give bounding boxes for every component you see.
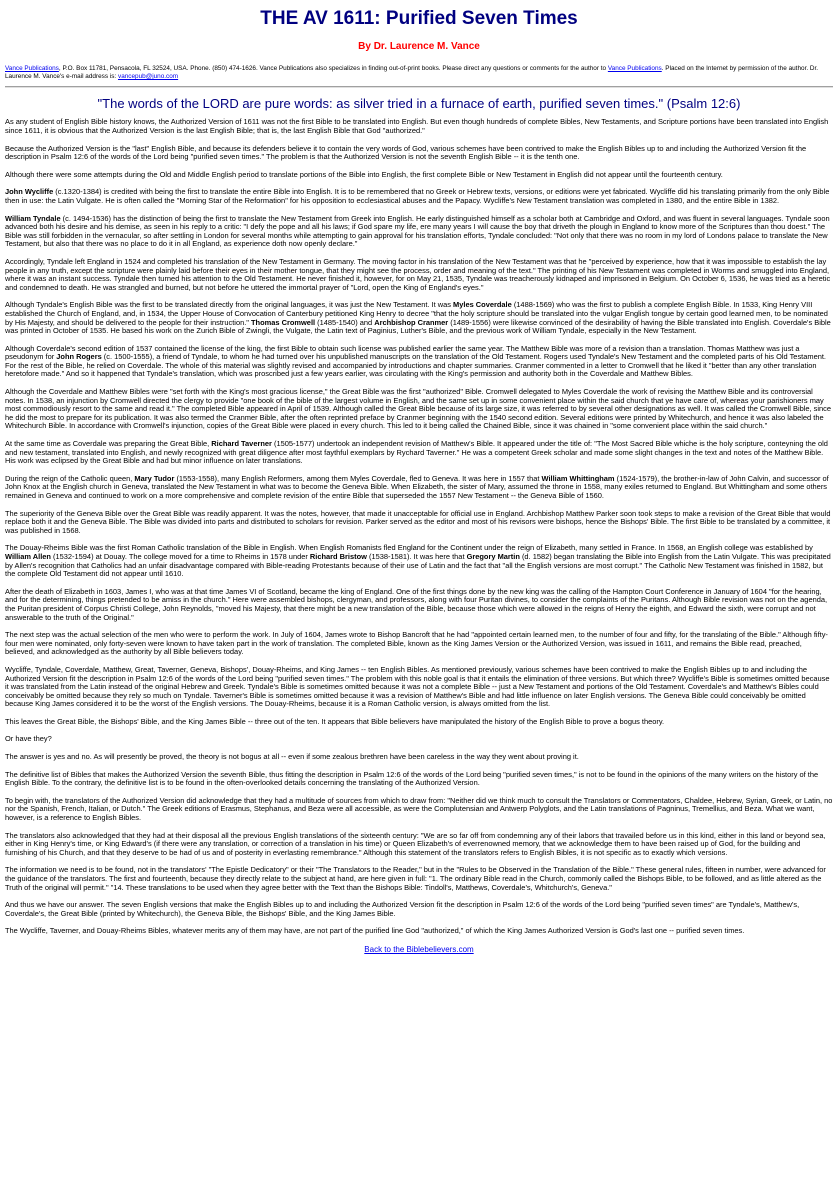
paragraph-text: (c.1320-1384) is credited with being the first to translate the entire Bible into English. It is to be remembered that no Greek or Hebrew texts, versions, or editions were yet fabricated. Wycliffe did his translating primarily from the only Bible then in use: the Latin Vulgate. He is often called the "Morning Star of the Reformation" for his opposition to ecclesiastical abuses and the Papacy. Wycliffe's New Testament translation was completed in 1380, and the entire Bible in 1382.	[5, 187, 830, 205]
person-name: William Tyndale	[5, 213, 61, 223]
paragraph-text: (1505-1577) undertook an independent revision of Matthew's Bible. It appeared under the title of: "The Most Sacred Bible whiche is the holy scripture, conteyning the old and new testament, translated into English, and newly recognized with great diligence after most faythful exemplars by Rychard Taverner." He was a competent Greek scholar and made some slight changes in the text and notes of the Matthew Bible. His work was eclipsed by the Great Bible and had but minor influence on later translations.	[5, 439, 828, 466]
person-name: Mary Tudor	[134, 473, 175, 483]
paragraph-text: (1538-1581). It was here that	[366, 551, 467, 561]
paragraph: Accordingly, Tyndale left England in 1524 and completed his translation of the New Testament in Germany. The moving factor in his translation of the New Testament was that he "perceived by experience, how that it was impossible to establish the lay people in any truth, except the scripture were plainly laid before their eyes in their mother tongue, that they might see the process, order and meaning of the text." The printing of his New Testament was completed in Worms and smuggled into England, where it was an instant success. Tyndale then turned his attention to the Old Testament. He never finished it, however, for on May 21, 1535, Tyndale was treacherously kidnaped and imprisoned in Belgium. On October 6, 1536, he was tried as a heretic and condemned to death. He was strangled and burned, but not before he uttered the immortal prayer of "Lord, open the King of England's eyes."	[5, 256, 831, 292]
paragraph	[5, 301, 833, 335]
person-name: Thomas Cromwell	[251, 317, 316, 327]
paragraph-text: (1553-1558), many English Reformers, among them Myles Coverdale, fled to Geneva. It was here in 1557 that	[174, 473, 542, 483]
paragraph: The translators also acknowledged that they had at their disposal all the previous English translations of the sixteenth century: "We are so far off from condemning any of their labors that travailed before us in this kind, either in this land or beyond sea, either in King Henry's time, or King Edward's (if there were any translation, or correction of a translation in his time) or Queen Elizabeth's of everrenowned memory, that we acknowledge them to have been raised up of God, for the building and furnishing of his Church, and that they deserve to be had of us and of posterity in everlasting remembrance." Although this statement of the translators refers to English Bibles, it is not specific as to exactly which versions.	[5, 830, 826, 857]
scripture-quote: "The words of the LORD are pure words: as silver tried in a furnace of earth, purified seven times." (Psalm 12:6)	[97, 96, 741, 112]
paragraph-text: (1485-1540) and	[315, 317, 375, 327]
paragraph	[5, 215, 833, 249]
paragraph: The Wycliffe, Taverner, and Douay-Rheims Bibles, whatever merits any of them may have, are not part of the purified line God "authorized," of which the King James Authorized Version is God's last one -- purified seven times.	[5, 926, 745, 936]
email-link[interactable]: vancepub@juno.com	[118, 73, 179, 81]
paragraph: To begin with, the translators of the Authorized Version did acknowledge that they had a multitude of sources from which to draw from: "Neither did we think much to consult the Translators or Commentators, Chaldee, Hebrew, Syrian, Greek, or Latin, no nor the Spanish, French, Italian, or Dutch." The Greek editions of Erasmus, Stephanus, and Beza were all accessible, as were the Complutensian and Antwerp Polyglots, and the Latin translations of Pagninus, Tremellius, and Beza. What we want, however, is a reference to English Bibles.	[5, 795, 833, 823]
person-name: John Wycliffe	[5, 187, 54, 197]
paragraph: This leaves the Great Bible, the Bishops' Bible, and the King James Bible -- three out of the ten. It appears that Bible believers have manipulated the history of the English Bible to prove a bogus theory.	[5, 716, 665, 726]
paragraph: Although there were some attempts during the Old and Middle English period to translate portions of the Bible into English, the first complete Bible or New Testament in English did not appear until the fourteenth century.	[5, 169, 723, 179]
paragraph: The answer is yes and no. As will presently be proved, the theory is not bogus at all -- even if some zealous brethren have been careless in the way they went about proving it.	[5, 752, 579, 762]
paragraph: After the death of Elizabeth in 1603, James I, who was at that time James VI of Scotland, became the king of England. One of the first things done by the new king was the calling of the Hampton Court Conference in January of 1604 "for the hearing, and for the determining, things pretended to be amiss in the church." Here were assembled bishops, clergyman, and professors, along with four Puritan divines, to consider the complaints of the Puritans. Although Bible revision was not on the agenda, the Puritan president of Corpus Christi College, John Reynolds, "moved his Majesty, that there might be a new translation of the Bible, because those which were allowed in the reigns of Henry the eighth, and Edward the sixth, were corrupt and not answerable to the truth of the Original."	[5, 586, 828, 622]
paragraph: Wycliffe, Tyndale, Coverdale, Matthew, Great, Taverner, Geneva, Bishops', Douay-Rheims, and King James -- ten English Bibles. As mentioned previously, various schemes have been contrived to make the English Bibles up to and including the Authorized Version fit the description in Psalm 12:6 of the words of the Lord being "purified seven times." The problem with this noble goal is that it entails the elimination of three versions. But which three? Wycliffe's Bible is sometimes omitted because it was translated from the Latin instead of the original Hebrew and Greek. Tyndale's Bible is sometimes omitted because it was not a complete Bible -- just a New Testament and portions of the Old Testament. Coverdale's and Matthew's Bibles could conceivably be omitted because they rely so much on Tyndale. Taverner's Bible is sometimes omitted because it was a revision of Matthew's Bible and had little influence on later English versions. The Geneva Bible could conceivably be omitted because King James considered it to be the worst of the English versions. The Douay-Rheims, because it is a Roman Catholic version, is always omitted from the list.	[5, 664, 830, 709]
footer	[5, 945, 833, 955]
paragraph: The next step was the actual selection of the men who were to perform the work. In July of 1604, James wrote to Bishop Bancroft that he had "appointed certain learned men, to the number of four and fifty, for the translating of the Bible." Although fifty-four men were nominated, only forty-seven were known to have taken part in the work of translation. The completed Bible, known as the King James Version or the Authorized Version, was issued in 1611, and remains the Bible read, preached, believed, and acknowledged as the authority by all Bible believers today.	[5, 630, 828, 657]
author-byline: By Dr. Laurence M. Vance	[358, 41, 480, 52]
permission-text: . Placed on the Internet by permission of the author. Dr. Laurence M. Vance's e-mail address is:	[5, 65, 819, 81]
paragraph-text: (1489-1556) were likewise convinced of the desirability of having the Bible translated into English. Coverdale's Bible was printed in October of 1535. He based his work on the Zurich Bible of Zwingli, the Vulgate, the Latin text of Paginius, Luther's Bible, and the previous work of William Tyndale, especially in the New Testament.	[5, 317, 831, 336]
paragraph-text: Although Tyndale's English Bible was the first to be translated directly from the original languages, it was just the New Testament. It was	[5, 300, 454, 310]
person-name: Richard Taverner	[211, 439, 272, 449]
paragraph: And thus we have our answer. The seven English versions that make the English Bibles up to and including the Authorized Version fit the description in Psalm 12:6 of the words of the Lord being "purified seven times" are Tyndale's, Matthew's, Coverdale's, the Great Bible (printed by Whitechurch), the Geneva Bible, the Bishops' Bible, and the King James Bible.	[5, 900, 800, 918]
paragraph-text: (1488-1569) who was the first to publish a complete English Bible. In 1533, King Henry VIII established the Church of England, and, in 1534, the Upper House of Convocation of Canterbury petitioned King Henry to decree "that the holy scripture should be translated into the vulgar English tongue by certain good learned men, to be nominated by His Majesty, and should be delivered to the people for their instruction."	[5, 300, 828, 327]
publisher-info	[5, 65, 833, 81]
page-title: THE AV 1611: Purified Seven Times	[260, 8, 578, 29]
back-to-home-link[interactable]: Back to the Biblebelievers.com	[364, 944, 474, 954]
paragraph: Or have they?	[5, 734, 52, 744]
publisher-link[interactable]: Vance Publications	[5, 65, 59, 72]
person-name: Myles Coverdale	[453, 300, 512, 310]
paragraph: Although the Coverdale and Matthew Bibles were "set forth with the King's most gracious license," the Great Bible was the first "authorized" Bible. Cromwell delegated to Myles Coverdale the work of revising the Matthew Bible and its controversial notes. In 1538, an injunction by Cromwell directed the clergy to provide "one book of the bible of the largest volume in English, and the same set up in some convenient place within the said church that ye have care of, whereas your parishioners may most commodiously resort to the same and read it." The completed Bible appeared in April of 1539. Although called the Great Bible because of its large size, it was referred to by several other designations as well. It was called the Cromwell Bible, since he did the most to prepare for its publication. It was also termed the Cranmer Bible, after the often reprinted preface by Cranmer beginning with the 1540 second edition. Several editions were printed by Whitechurch, and hence it was also labeled the Whitechurch Bible. In accordance with Cromwell's injunction, copies of the Great Bible were placed in every church. This led to it being called the Chained Bible, since it was chained in "some convenient place within the said church."	[5, 387, 832, 431]
paragraph-text: The Douay-Rheims Bible was the first Roman Catholic translation of the Bible in English. When English Romanists fled England for the Continent under the reign of Elizabeth, many settled in France. In 1568, an English college was established by	[5, 543, 813, 553]
paragraph: The superiority of the Geneva Bible over the Great Bible was readily apparent. It was the notes, however, that made it unacceptable for official use in England. Archbishop Matthew Parker soon took steps to make a revision of the Great Bible that would replace both it and the Geneva Bible. The Bible was divided into parts and distributed to scholars for revision. Parker served as the editor and most of his revisors were bishops, hence the Bishops' Bible. The first Bible to be translated by a committee, it was published in 1568.	[5, 508, 831, 535]
publisher-text: , P.O. Box 11781, Pensacola, FL 32524, USA. Phone. (850) 474-1626. Vance Publications also specializes in finding out-of-print books. Please direct any questions or comments for the author to	[58, 65, 608, 72]
paragraph	[5, 188, 833, 205]
paragraph	[5, 440, 833, 466]
person-name: Gregory Martin	[466, 551, 520, 561]
paragraph-text: (c. 1494-1536) has the distinction of being the first to translate the New Testament from Greek into English. He early distinguished himself as a scholar both at Cambridge and Oxford, and was fluent in several languages. Tyndale soon advanced both his desire and his demise, as seen in his reply to a critic: "I defy the pope and all his laws; if God spare my life, ere many years I will cause the boy that driveth the plough in England to know more of the Scriptures than thou doest." The Bible was still forbidden in the vernacular, so after settling in London for several months while attempting to gain approval for his translation efforts, Tyndale concluded: "Not only that there was no room in my lord of Londons palace to translate the New Testament, but also that there was no place to do it in all England, as experience doth now openly declare."	[5, 213, 830, 249]
person-name: William Whittingham	[541, 473, 615, 483]
paragraph-text: At the same time as Coverdale was preparing the Great Bible,	[5, 439, 212, 449]
paragraph	[5, 544, 833, 578]
paragraph: Because the Authorized Version is the "last" English Bible, and because its defenders believe it to contain the very words of God, various schemes have been contrived to make the English Bibles up to and including the Authorized Version fit the description in Psalm 12:6 of the words of the Lord being "purified seven times." The problem is that the Authorized Version is not the seventh English Bible -- it is the tenth one.	[5, 143, 807, 162]
divider	[5, 86, 833, 88]
paragraph-text: (1532-1594) at Douay. The college moved for a time to Rheims in 1578 under	[50, 551, 310, 561]
paragraph-text: (c. 1500-1555), a friend of Tyndale, to whom he had turned over his unpublished manuscripts on the translation of the Old Testament. Rogers used Tyndale's New Testament and the completed parts of his Old Testament. For the rest of the Bible, he relied on Coverdale. The whole of this material was slightly revised and accompanied by introductions and chapter summaries. Cranmer commented in a letter to Cromwell that he liked it "better than any other translation heretofore made." And so it happened that Tyndale's translation, which was proscribed just a few years earlier, was circulating with the King's permission and authority both in the Coverdale and Matthew Bibles.	[5, 352, 826, 379]
paragraph-text: (d. 1582) began translating the Bible into English from the Latin Vulgate. This was precipitated by Allen's recognition that Catholics had an unfair disadvantage compared with Bible-reading Protestants because of their use of Latin and the fact that "all the English versions are most corrupt." The Catholic New Testament was finished in 1582, but the complete Old Testament did not appear until 1610.	[5, 551, 831, 579]
article-body	[5, 118, 833, 936]
paragraph: The information we need is to be found, not in the translators' "The Epistle Dedicatory" or their "The Translators to the Reader," but in the "Rules to be Observed in the Translation of the Bible." These general rules, fifteen in number, were advanced for the guidance of the translators. The first and fourteenth, because they directly relate to the subject at hand, are here given in full: "1. The ordinary Bible read in the Church, commonly called the Bishops Bible, to be followed, and as little altered as the Truth of the original will permit." "14. These translations to be used when they agree better with the Text than the Bishops Bible: Tindoll's, Matthews, Coverdale's, Whitchurch's, Geneva."	[5, 865, 826, 892]
paragraph-text: During the reign of the Catholic queen,	[5, 473, 135, 483]
paragraph-text: Although Coverdale's second edition of 1537 contained the license of the king, the first Bible to obtain such license was published earlier the same year. The Matthew Bible was more of a revision than a translation. Thomas Matthew was just a pseudonym for	[5, 343, 800, 362]
person-name: Richard Bristow	[309, 551, 367, 561]
paragraph	[5, 345, 833, 379]
paragraph: As any student of English Bible history knows, the Authorized Version of 1611 was not the first Bible to be translated into English. But even though hundreds of complete Bibles, New Testaments, and Scripture portions have been translated into English since 1611, it is obvious that the Authorized Version is the last English Bible; that is, the last English Bible that God "authorized."	[5, 117, 829, 135]
paragraph: The definitive list of Bibles that makes the Authorized Version the seventh Bible, thus fitting the description in Psalm 12:6 of the words of the Lord being "purified seven times," is not to be found in the opinions of the many writers on the history of the English Bible. To the contrary, the definitive list is to be found in the often-overlooked details concerning the translating of the Authorized Version.	[5, 769, 819, 788]
person-name: John Rogers	[56, 352, 102, 362]
paragraph	[5, 475, 833, 501]
person-name: William Allen	[5, 551, 51, 561]
person-name: Archbishop Cranmer	[374, 317, 449, 327]
paragraph-text: (1524-1579), the brother-in-law of John Calvin, and successor of John Knox at the English church in Geneva, translated the New Testament in what was to become the Geneva Bible. When Elizabeth, the sister of Mary, assumed the throne in 1558, many exiles returned to England. But Whittingham and some others remained in Geneva and continued to work on a more comprehensive and complete revision of the entire Bible that superseded the 1557 New Testament -- the Geneva Bible of 1560.	[5, 473, 829, 500]
publisher-contact-link[interactable]: Vance Publications	[607, 65, 662, 72]
